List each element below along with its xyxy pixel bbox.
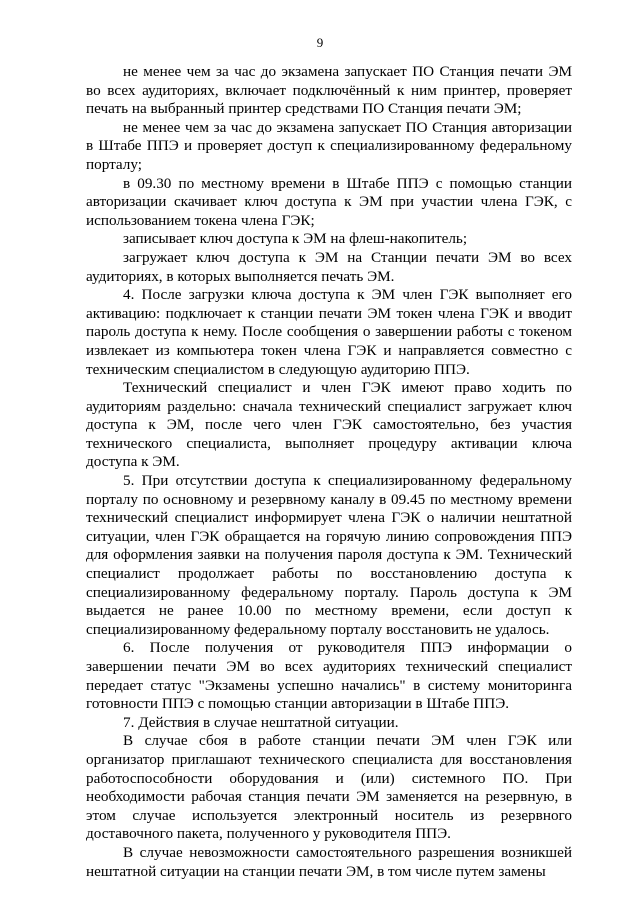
paragraph-separate-rooms: Технический специалист и член ГЭК имеют право ходить по аудиториям раздельно: сначала технический специалист загружает ключ доступа к ЭМ, после чего член ГЭК самостоятельно, без участия технического специалиста, выполняет процедуру активации ключа доступа к ЭМ. — [86, 379, 572, 471]
paragraph-print-station-launch: не менее чем за час до экзамена запускает ПО Станция печати ЭМ во всех аудиториях, включает подключённый к ним принтер, проверяет печать на выбранный принтер средствами ПО Станция печати ЭМ; — [86, 63, 572, 118]
page-number: 9 — [316, 35, 324, 50]
paragraph-unresolved-situation: В случае невозможности самостоятельного разрешения возникшей нештатной ситуации на станции печати ЭМ, в том числе путем замены — [86, 843, 572, 880]
paragraph-station-failure: В случае сбоя в работе станции печати ЭМ член ГЭК или организатор приглашают технического специалиста для восстановления работоспособности оборудования и (или) системного ПО. При необходимости рабочая станция печати ЭМ заменяется на резервную, в этом случае используется электронный носитель из резервного доставочного пакета, полученного у руководителя ППЭ. — [86, 732, 572, 843]
paragraph-key-upload: загружает ключ доступа к ЭМ на Станции печати ЭМ во всех аудиториях, в которых выполняется печать ЭМ. — [86, 248, 572, 285]
paragraph-item-6-status: 6. После получения от руководителя ППЭ информации о завершении печати ЭМ во всех аудиториях технический специалист передает статус "Экзамены успешно начались" в систему мониторинга готовности ППЭ с помощью станции авторизации в Штабе ППЭ. — [86, 639, 572, 713]
paragraph-item-4-activation: 4. После загрузки ключа доступа к ЭМ член ГЭК выполняет его активацию: подключает к станции печати ЭМ токен члена ГЭК и вводит пароль доступа к нему. После сообщения о завершении работы с токеном извлекает из компьютера токен члена ГЭК и направляется совместно с техническим специалистом в следующую аудиторию ППЭ. — [86, 286, 572, 378]
paragraph-key-download: в 09.30 по местному времени в Штабе ППЭ с помощью станции авторизации скачивает ключ доступа к ЭМ при участии члена ГЭК, с использованием токена члена ГЭК; — [86, 174, 572, 229]
paragraph-key-to-flash: записывает ключ доступа к ЭМ на флеш-накопитель; — [123, 230, 468, 248]
document-body — [86, 63, 572, 881]
paragraph-item-7-heading: 7. Действия в случае нештатной ситуации. — [123, 713, 399, 731]
paragraph-item-5-no-access: 5. При отсутствии доступа к специализированному федеральному порталу по основному и резервному каналу в 09.45 по местному времени технический специалист информирует члена ГЭК о наличии нештатной ситуации, член ГЭК обращается на горячую линию сопровождения ППЭ для оформления заявки на получения пароля доступа к ЭМ. Технический специалист продолжает работы по восстановлению доступа к специализированному федеральному порталу. Пароль доступа к ЭМ выдается не ранее 10.00 по местному времени, если доступ к специализированному федеральному порталу восстановить не удалось. — [86, 472, 572, 638]
paragraph-auth-station-launch: не менее чем за час до экзамена запускает ПО Станция авторизации в Штабе ППЭ и проверяет доступ к специализированному федеральному порталу; — [86, 118, 572, 173]
